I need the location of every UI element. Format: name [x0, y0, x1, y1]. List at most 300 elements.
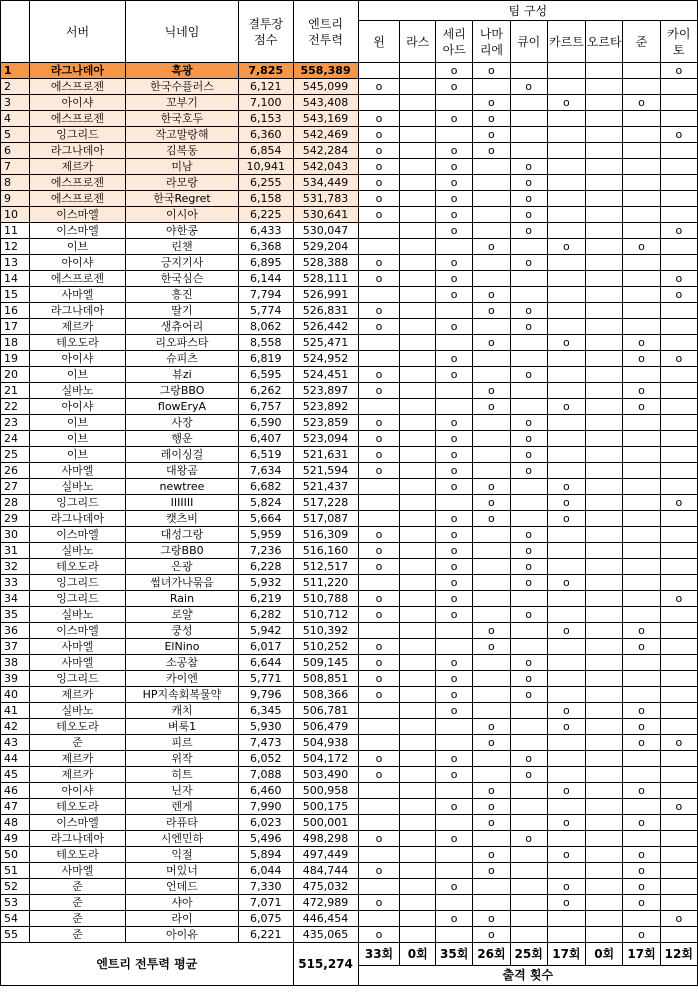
team-mark-cell — [585, 847, 622, 863]
team-mark-cell — [358, 335, 400, 351]
team-mark-cell — [660, 895, 697, 911]
team-mark-cell — [358, 351, 400, 367]
team-mark-cell — [585, 463, 622, 479]
nickname-cell: 사장 — [126, 415, 239, 431]
team-mark-cell: o — [510, 687, 547, 703]
server-cell: 준 — [29, 927, 125, 943]
team-mark-cell — [660, 623, 697, 639]
team-mark-cell — [473, 175, 510, 191]
power-cell: 523,094 — [293, 431, 358, 447]
team-mark-cell — [585, 687, 622, 703]
team-mark-cell — [400, 367, 436, 383]
team-mark-cell — [400, 527, 436, 543]
server-cell: 이스마엘 — [29, 527, 125, 543]
team-mark-cell — [585, 207, 622, 223]
team-mark-cell — [660, 447, 697, 463]
rank-cell: 48 — [1, 815, 30, 831]
team-mark-cell: o — [510, 671, 547, 687]
team-mark-cell — [358, 575, 400, 591]
rank-cell: 20 — [1, 367, 30, 383]
power-cell: 508,851 — [293, 671, 358, 687]
team-mark-cell — [660, 319, 697, 335]
team-mark-cell: o — [473, 63, 510, 79]
team-mark-cell — [473, 879, 510, 895]
team-mark-cell — [623, 559, 660, 575]
team-mark-cell — [358, 623, 400, 639]
team-mark-cell — [473, 447, 510, 463]
table-row — [1, 479, 698, 495]
character-header: 윈 — [358, 21, 400, 63]
team-mark-cell — [585, 159, 622, 175]
power-cell: 524,451 — [293, 367, 358, 383]
server-cell: 아이샤 — [29, 399, 125, 415]
score-cell: 6,075 — [238, 911, 293, 927]
team-mark-cell — [473, 895, 510, 911]
table-row — [1, 63, 698, 79]
table-row — [1, 767, 698, 783]
team-mark-cell: o — [436, 351, 473, 367]
team-mark-cell — [660, 767, 697, 783]
team-mark-cell — [585, 559, 622, 575]
character-header: 세리 아드 — [436, 21, 473, 63]
team-mark-cell: o — [510, 223, 547, 239]
nickname-cell: 카이엔 — [126, 671, 239, 687]
power-cell: 526,831 — [293, 303, 358, 319]
nickname-cell: 피르 — [126, 735, 239, 751]
score-cell: 6,368 — [238, 239, 293, 255]
team-mark-cell: o — [358, 175, 400, 191]
nickname-cell: 꼬부기 — [126, 95, 239, 111]
team-mark-cell — [510, 399, 547, 415]
team-mark-cell — [660, 95, 697, 111]
team-mark-cell — [623, 287, 660, 303]
power-cell: 509,145 — [293, 655, 358, 671]
server-cell: 라그나데아 — [29, 511, 125, 527]
team-mark-cell — [358, 783, 400, 799]
team-mark-cell: o — [623, 623, 660, 639]
power-cell: 475,032 — [293, 879, 358, 895]
table-row — [1, 863, 698, 879]
team-mark-cell — [660, 703, 697, 719]
team-mark-cell — [400, 575, 436, 591]
server-cell: 라그나데아 — [29, 63, 125, 79]
team-mark-cell — [623, 479, 660, 495]
sortie-count-label: 출격 횟수 — [358, 966, 697, 986]
power-cell: 484,744 — [293, 863, 358, 879]
team-mark-cell — [400, 751, 436, 767]
team-mark-cell: o — [473, 783, 510, 799]
power-cell: 506,479 — [293, 719, 358, 735]
team-mark-cell: o — [473, 847, 510, 863]
server-cell: 준 — [29, 895, 125, 911]
server-cell: 잉그리드 — [29, 127, 125, 143]
team-mark-cell: o — [547, 335, 585, 351]
nickname-cell: 린챈 — [126, 239, 239, 255]
team-mark-cell — [660, 383, 697, 399]
team-mark-cell — [585, 271, 622, 287]
power-cell: 526,991 — [293, 287, 358, 303]
team-mark-cell: o — [358, 447, 400, 463]
team-mark-cell — [585, 415, 622, 431]
team-mark-cell — [436, 863, 473, 879]
team-mark-cell — [547, 127, 585, 143]
team-mark-cell: o — [623, 383, 660, 399]
nickname-cell: 김복동 — [126, 143, 239, 159]
nickname-cell: 로얄 — [126, 607, 239, 623]
team-mark-cell — [660, 335, 697, 351]
server-cell: 잉그리드 — [29, 591, 125, 607]
team-mark-cell — [400, 271, 436, 287]
team-mark-cell: o — [358, 271, 400, 287]
score-cell: 6,590 — [238, 415, 293, 431]
power-cell: 504,938 — [293, 735, 358, 751]
server-cell: 이스마엘 — [29, 207, 125, 223]
score-cell: 7,088 — [238, 767, 293, 783]
team-mark-cell — [585, 175, 622, 191]
team-mark-cell: o — [510, 431, 547, 447]
nickname-cell: 흥진 — [126, 287, 239, 303]
rank-cell: 22 — [1, 399, 30, 415]
nickname-cell: 닌자 — [126, 783, 239, 799]
team-mark-cell — [585, 639, 622, 655]
score-cell: 7,825 — [238, 63, 293, 79]
score-cell: 6,023 — [238, 815, 293, 831]
server-cell: 테오도라 — [29, 799, 125, 815]
team-mark-cell: o — [473, 815, 510, 831]
score-cell: 6,854 — [238, 143, 293, 159]
team-mark-cell: o — [436, 527, 473, 543]
score-cell: 5,496 — [238, 831, 293, 847]
team-mark-cell — [436, 303, 473, 319]
team-mark-cell: o — [436, 143, 473, 159]
table-row — [1, 287, 698, 303]
team-mark-cell: o — [436, 319, 473, 335]
team-mark-cell — [473, 223, 510, 239]
team-mark-cell: o — [436, 591, 473, 607]
server-cell: 아이샤 — [29, 783, 125, 799]
team-mark-cell — [473, 687, 510, 703]
team-mark-cell — [623, 607, 660, 623]
team-mark-cell — [400, 703, 436, 719]
team-mark-cell: o — [473, 927, 510, 943]
team-mark-cell: o — [358, 191, 400, 207]
team-mark-cell — [623, 527, 660, 543]
nickname-cell: 아이유 — [126, 927, 239, 943]
team-mark-cell — [547, 159, 585, 175]
nickname-cell: 라퓨타 — [126, 815, 239, 831]
team-mark-cell — [623, 159, 660, 175]
team-mark-cell — [358, 63, 400, 79]
team-mark-cell: o — [510, 575, 547, 591]
nickname-cell: 한국Regret — [126, 191, 239, 207]
power-cell: 503,490 — [293, 767, 358, 783]
server-cell: 실바노 — [29, 607, 125, 623]
server-cell: 에스프로젠 — [29, 175, 125, 191]
team-mark-cell — [585, 815, 622, 831]
team-mark-cell — [510, 703, 547, 719]
team-mark-cell — [400, 543, 436, 559]
team-mark-cell — [585, 399, 622, 415]
nickname-cell: 라모랑 — [126, 175, 239, 191]
team-mark-cell — [585, 367, 622, 383]
nickname-cell: 머있너 — [126, 863, 239, 879]
team-mark-cell — [547, 655, 585, 671]
team-mark-cell: o — [547, 95, 585, 111]
team-mark-cell — [547, 63, 585, 79]
team-mark-cell — [510, 495, 547, 511]
power-cell: 528,388 — [293, 255, 358, 271]
score-cell: 5,774 — [238, 303, 293, 319]
team-mark-cell: o — [623, 863, 660, 879]
team-mark-cell: o — [473, 239, 510, 255]
table-row — [1, 143, 698, 159]
team-mark-cell — [660, 863, 697, 879]
score-cell: 5,894 — [238, 847, 293, 863]
server-cell: 이스마엘 — [29, 223, 125, 239]
team-mark-cell: o — [473, 303, 510, 319]
team-mark-cell — [400, 319, 436, 335]
score-cell: 6,407 — [238, 431, 293, 447]
power-cell: 521,631 — [293, 447, 358, 463]
rank-cell: 25 — [1, 447, 30, 463]
team-mark-cell: o — [473, 111, 510, 127]
team-mark-cell: o — [623, 351, 660, 367]
team-mark-cell — [547, 767, 585, 783]
team-mark-cell: o — [547, 239, 585, 255]
team-mark-cell — [660, 847, 697, 863]
power-cell: 545,099 — [293, 79, 358, 95]
team-mark-cell — [358, 399, 400, 415]
server-cell: 제르카 — [29, 687, 125, 703]
team-mark-cell — [400, 511, 436, 527]
team-mark-cell — [400, 591, 436, 607]
power-cell: 510,788 — [293, 591, 358, 607]
score-cell: 6,757 — [238, 399, 293, 415]
team-mark-cell — [585, 751, 622, 767]
table-row — [1, 335, 698, 351]
team-mark-cell — [473, 527, 510, 543]
team-mark-cell — [473, 831, 510, 847]
team-mark-cell — [547, 591, 585, 607]
nickname-cell: 그랑BB0 — [126, 543, 239, 559]
nickname-cell: 샤아 — [126, 895, 239, 911]
team-mark-cell — [623, 319, 660, 335]
team-mark-cell — [585, 287, 622, 303]
power-cell: 523,859 — [293, 415, 358, 431]
team-mark-cell: o — [547, 847, 585, 863]
team-mark-cell — [585, 527, 622, 543]
team-mark-cell — [400, 927, 436, 943]
team-mark-cell: o — [358, 671, 400, 687]
server-cell: 라그나데아 — [29, 303, 125, 319]
team-mark-cell — [510, 815, 547, 831]
team-mark-cell: o — [473, 735, 510, 751]
team-mark-cell: o — [436, 575, 473, 591]
team-mark-cell: o — [358, 527, 400, 543]
team-mark-cell — [510, 719, 547, 735]
power-cell: 497,449 — [293, 847, 358, 863]
team-mark-cell — [436, 383, 473, 399]
team-mark-cell: o — [436, 271, 473, 287]
team-mark-cell: o — [473, 95, 510, 111]
team-mark-cell — [547, 543, 585, 559]
team-mark-cell — [660, 175, 697, 191]
team-mark-cell — [547, 271, 585, 287]
power-cell: 498,298 — [293, 831, 358, 847]
team-mark-cell — [510, 127, 547, 143]
team-mark-cell — [585, 351, 622, 367]
team-mark-cell — [436, 815, 473, 831]
power-cell: 506,781 — [293, 703, 358, 719]
count-cell: 33회 — [358, 943, 400, 966]
team-mark-cell: o — [473, 863, 510, 879]
score-cell: 6,282 — [238, 607, 293, 623]
team-mark-cell — [547, 639, 585, 655]
team-mark-cell: o — [623, 735, 660, 751]
team-mark-cell: o — [436, 255, 473, 271]
character-header: 나마 리에 — [473, 21, 510, 63]
server-cell: 실바노 — [29, 383, 125, 399]
nickname-cell: newtree — [126, 479, 239, 495]
power-cell: 510,252 — [293, 639, 358, 655]
table-row — [1, 831, 698, 847]
team-mark-cell: o — [436, 799, 473, 815]
team-mark-cell: o — [358, 655, 400, 671]
server-cell: 라그나데아 — [29, 831, 125, 847]
score-cell: 7,100 — [238, 95, 293, 111]
team-mark-cell: o — [660, 127, 697, 143]
team-mark-cell: o — [358, 111, 400, 127]
power-cell: 558,389 — [293, 63, 358, 79]
rank-cell: 49 — [1, 831, 30, 847]
team-mark-cell — [473, 655, 510, 671]
rank-cell: 13 — [1, 255, 30, 271]
team-mark-cell — [623, 191, 660, 207]
nickname-cell: 대성그랑 — [126, 527, 239, 543]
score-cell: 6,225 — [238, 207, 293, 223]
table-row — [1, 399, 698, 415]
nickname-cell: 딸기 — [126, 303, 239, 319]
team-mark-cell: o — [358, 303, 400, 319]
team-mark-cell — [547, 351, 585, 367]
team-mark-cell: o — [358, 639, 400, 655]
team-mark-cell — [585, 303, 622, 319]
rank-cell: 18 — [1, 335, 30, 351]
team-mark-cell — [547, 607, 585, 623]
nickname-cell: 야한콩 — [126, 223, 239, 239]
team-mark-cell — [473, 207, 510, 223]
team-mark-cell — [660, 159, 697, 175]
score-cell: 5,932 — [238, 575, 293, 591]
team-mark-cell — [400, 447, 436, 463]
power-cell: 523,892 — [293, 399, 358, 415]
team-mark-cell — [400, 671, 436, 687]
table-row — [1, 639, 698, 655]
count-cell: 17회 — [623, 943, 660, 966]
rank-cell: 54 — [1, 911, 30, 927]
team-mark-cell — [400, 207, 436, 223]
team-mark-cell — [358, 287, 400, 303]
score-cell: 6,017 — [238, 639, 293, 655]
team-mark-cell — [585, 623, 622, 639]
table-row — [1, 271, 698, 287]
server-cell: 라그나데아 — [29, 143, 125, 159]
team-mark-cell — [585, 223, 622, 239]
team-mark-cell — [436, 623, 473, 639]
team-mark-cell — [660, 79, 697, 95]
server-cell: 이브 — [29, 431, 125, 447]
table-row — [1, 159, 698, 175]
table-row — [1, 495, 698, 511]
count-cell: 12회 — [660, 943, 697, 966]
team-mark-cell — [547, 671, 585, 687]
team-mark-cell — [623, 655, 660, 671]
rank-cell: 4 — [1, 111, 30, 127]
team-mark-cell: o — [660, 735, 697, 751]
rank-cell: 21 — [1, 383, 30, 399]
rank-header — [1, 1, 30, 63]
server-cell: 에스프로젠 — [29, 191, 125, 207]
team-mark-cell: o — [660, 799, 697, 815]
team-mark-cell — [473, 79, 510, 95]
team-mark-cell — [585, 239, 622, 255]
team-mark-cell — [660, 191, 697, 207]
team-mark-cell — [358, 719, 400, 735]
rank-cell: 29 — [1, 511, 30, 527]
team-mark-cell — [510, 799, 547, 815]
team-mark-cell — [547, 751, 585, 767]
nickname-cell: ElNino — [126, 639, 239, 655]
character-header: 카이 토 — [660, 21, 697, 63]
team-mark-cell: o — [547, 815, 585, 831]
team-mark-cell — [547, 911, 585, 927]
team-mark-cell — [510, 863, 547, 879]
table-row — [1, 671, 698, 687]
table-row — [1, 799, 698, 815]
team-mark-cell: o — [436, 751, 473, 767]
table-row — [1, 95, 698, 111]
team-mark-cell — [585, 607, 622, 623]
team-mark-cell — [358, 799, 400, 815]
team-mark-cell — [400, 255, 436, 271]
team-mark-cell: o — [436, 911, 473, 927]
table-row — [1, 783, 698, 799]
table-row — [1, 79, 698, 95]
team-mark-cell — [547, 799, 585, 815]
score-cell: 5,959 — [238, 527, 293, 543]
rank-cell: 42 — [1, 719, 30, 735]
team-mark-cell — [660, 399, 697, 415]
team-mark-cell — [547, 415, 585, 431]
score-cell: 7,794 — [238, 287, 293, 303]
team-mark-cell: o — [510, 79, 547, 95]
team-mark-cell — [400, 639, 436, 655]
table-row — [1, 367, 698, 383]
score-cell: 7,071 — [238, 895, 293, 911]
team-mark-cell: o — [358, 127, 400, 143]
rank-cell: 28 — [1, 495, 30, 511]
team-mark-cell — [400, 383, 436, 399]
team-mark-cell — [660, 559, 697, 575]
team-mark-cell — [660, 527, 697, 543]
team-mark-cell — [400, 111, 436, 127]
team-mark-cell — [400, 799, 436, 815]
rank-cell: 43 — [1, 735, 30, 751]
nickname-header: 닉네임 — [126, 1, 239, 63]
team-mark-cell: o — [436, 543, 473, 559]
rank-cell: 37 — [1, 639, 30, 655]
table-row — [1, 879, 698, 895]
